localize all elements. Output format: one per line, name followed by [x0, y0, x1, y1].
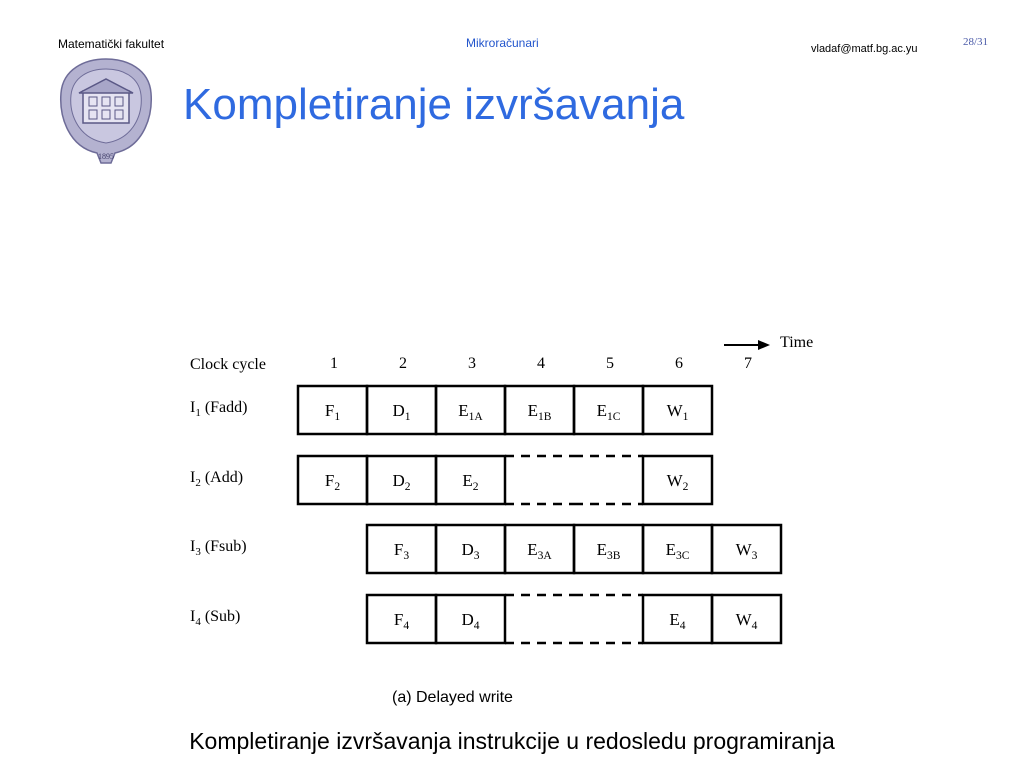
instruction-label-1: $I_1$ (Fadd) — [190, 399, 248, 419]
stage-label: $F_3$ — [393, 540, 410, 562]
stage-label: $E_{3C}$ — [665, 540, 690, 562]
cycle-number-5: 5 — [606, 355, 614, 372]
stage-label: $E_4$ — [669, 610, 686, 632]
stage-label: $F_2$ — [324, 471, 341, 493]
stage-label: $W_2$ — [666, 471, 689, 493]
stage-label: $E_{3A}$ — [527, 540, 552, 562]
stage-label: $E_{1B}$ — [527, 401, 552, 423]
stage-label: $D_2$ — [392, 471, 411, 493]
stage-label: $E_2$ — [462, 471, 479, 493]
cycle-number-6: 6 — [675, 355, 683, 372]
stage-label: $F_1$ — [324, 401, 341, 423]
instruction-label-2: $I_2$ (Add) — [190, 469, 244, 489]
time-label: Time — [780, 334, 814, 351]
header-email: vladaf@matf.bg.ac.yu — [811, 43, 918, 55]
stage-label: $D_4$ — [461, 610, 480, 632]
cycle-number-7: 7 — [744, 355, 752, 372]
slide-caption: Kompletiranje izvršavanja instrukcije u redosledu programiranja — [189, 728, 835, 754]
header-institution: Matematički fakultet — [58, 37, 165, 51]
page-number: 28/31 — [963, 36, 989, 48]
cycle-number-3: 3 — [468, 355, 476, 372]
cycle-number-4: 4 — [537, 355, 545, 372]
instruction-label-3: $I_3$ (Fsub) — [190, 538, 247, 558]
time-arrowhead — [758, 340, 770, 350]
cycle-number-2: 2 — [399, 355, 407, 372]
slide-title: Kompletiranje izvršavanja — [183, 80, 685, 129]
stage-label: $D_1$ — [392, 401, 411, 423]
instruction-label-4: $I_4$ (Sub) — [190, 608, 241, 628]
svg-text:1895: 1895 — [98, 152, 114, 161]
clock-cycle-label: Clock cycle — [190, 356, 266, 373]
stage-label: $W_4$ — [735, 610, 758, 632]
diagram-subtitle: (a) Delayed write — [392, 689, 513, 706]
header-course: Mikroračunari — [466, 36, 539, 50]
stage-label: $E_{3B}$ — [596, 540, 621, 562]
stage-label: $D_3$ — [461, 540, 480, 562]
cycle-number-1: 1 — [330, 355, 338, 372]
stage-label: $E_{1A}$ — [458, 401, 483, 423]
stage-label: $W_1$ — [666, 401, 689, 423]
stage-label: $F_4$ — [393, 610, 410, 632]
stage-label: $E_{1C}$ — [596, 401, 621, 423]
stage-label: $W_3$ — [735, 540, 758, 562]
